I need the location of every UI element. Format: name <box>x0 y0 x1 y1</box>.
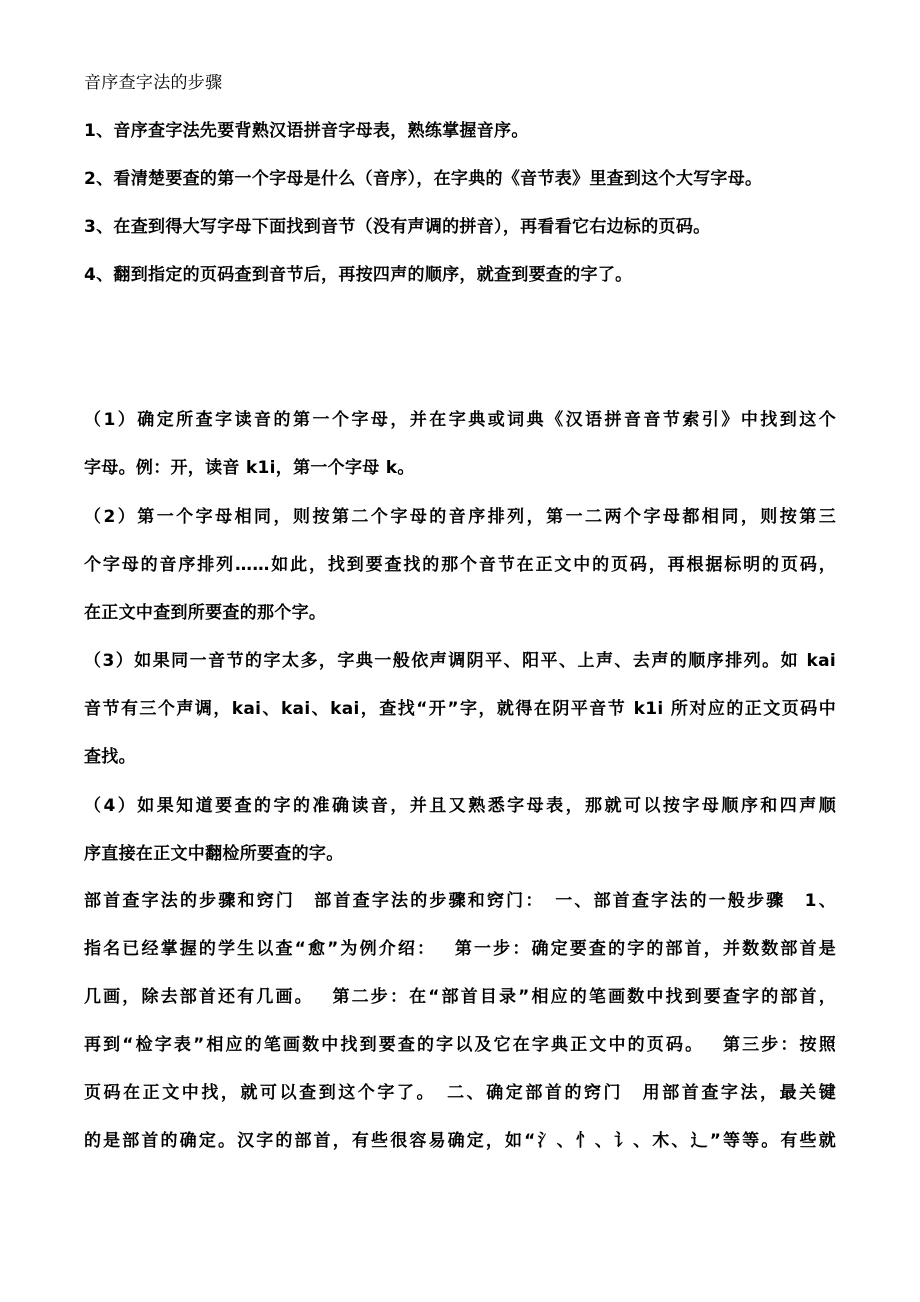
document-title: 音序查字法的步骤 <box>84 73 223 93</box>
step-2: 2、看清楚要查的第一个字母是什么（音序），在字典的《音节表》里查到这个大写字母。 <box>84 169 763 189</box>
step-3: 3、在查到得大写字母下面找到音节（没有声调的拼音），再看看它右边标的页码。 <box>84 217 711 237</box>
paragraph-5-line-5: 页码在正文中找，就可以查到这个字了。 二、确定部首的窍门 用部首查字法，最关键 <box>84 1083 836 1103</box>
paragraph-1-line-2: 字母。例：开，读音 k1i，第一个字母 k。 <box>84 458 415 478</box>
paragraph-2-line-2: 个字母的音序排列……如此，找到要查找的那个音节在正文中的页码，再根据标明的页码， <box>84 555 836 575</box>
paragraph-5-line-3: 几画，除去部首还有几画。 第二步：在“部首目录”相应的笔画数中找到要查字的部首， <box>84 987 836 1007</box>
paragraph-2-line-1: （2）第一个字母相同，则按第二个字母的音序排列，第一二两个字母都相同，则按第三 <box>84 507 836 527</box>
step-4: 4、翻到指定的页码查到音节后，再按四声的顺序，就查到要查的字了。 <box>84 265 633 285</box>
step-1: 1、音序查字法先要背熟汉语拼音字母表，熟练掌握音序。 <box>84 121 529 141</box>
paragraph-4-line-1: （4）如果知道要查的字的准确读音，并且又熟悉字母表，那就可以按字母顺序和四声顺 <box>84 796 836 816</box>
paragraph-5-line-4: 再到“检字表”相应的笔画数中找到要查的字以及它在字典正文中的页码。 第三步：按照 <box>84 1035 836 1055</box>
paragraph-1-line-1: （1）确定所查字读音的第一个字母，并在字典或词典《汉语拼音音节索引》中找到这个 <box>84 410 836 430</box>
paragraph-5-line-2: 指名已经掌握的学生以查“愈”为例介绍： 第一步：确定要查的字的部首，并数数部首是 <box>84 939 836 959</box>
paragraph-4-line-2: 序直接在正文中翻检所要查的字。 <box>84 844 344 864</box>
paragraph-3-line-3: 查找。 <box>84 747 136 767</box>
paragraph-3-line-1: （3）如果同一音节的字太多，字典一般依声调阴平、阳平、上声、去声的顺序排列。如 kai <box>84 651 836 671</box>
paragraph-5-line-1: 部首查字法的步骤和窍门 部首查字法的步骤和窍门： 一、部首查字法的一般步骤 1、 <box>84 891 836 911</box>
paragraph-2-line-3: 在正文中查到所要查的那个字。 <box>84 603 327 623</box>
paragraph-3-line-2: 音节有三个声调，kai、kai、kai，查找“开”字，就得在阴平音节 k1i 所对应的正文页码中 <box>84 699 836 719</box>
paragraph-5-line-6: 的是部首的确定。汉字的部首，有些很容易确定，如“氵、忄、讠、木、辶”等等。有些就 <box>84 1131 836 1151</box>
